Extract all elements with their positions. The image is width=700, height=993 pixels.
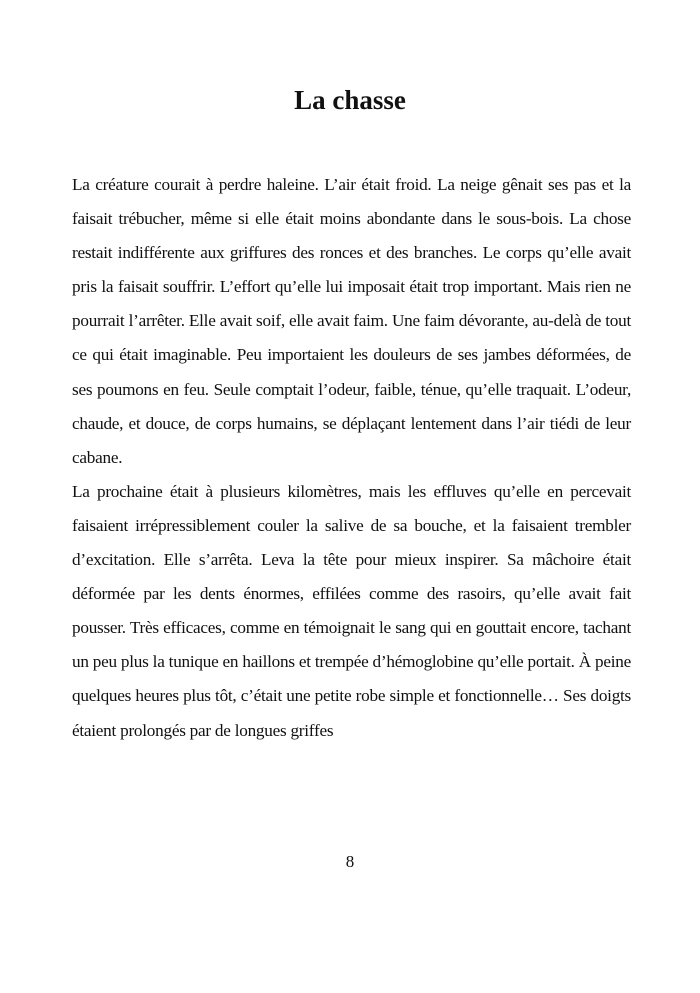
- page-number: 8: [345, 852, 355, 871]
- page-title: La chasse: [294, 85, 406, 115]
- paragraph-2: La prochaine était à plusieurs kilomètres, mais les effluves qu’elle en percevait faisaient irrépressiblement couler la salive de sa bouche, et la faisaient trembler d’excitation. Elle s’arrêta. Leva la tête pour mieux inspirer. Sa mâchoire était déformée par les dents énormes, effilées comme des rasoirs, qu’elle avait fait pousser. Très efficaces, comme en témoignait le sang qui en gouttait encore, tachant un peu plus la tunique en haillons et trempée d’hémoglobine qu’elle portait. À peine quelques heures plus tôt, c’était une petite robe simple et fonctionnelle… Ses doigts étaient prolongés par de longues griffes: [72, 481, 631, 740]
- paragraph-1: La créature courait à perdre haleine. L’air était froid. La neige gênait ses pas et la faisait trébucher, même si elle était moins abondante dans le sous-bois. La chose restait indifférente aux griffures des ronces et des branches. Le corps qu’elle avait pris la faisait souffrir. L’effort qu’elle lui imposait était trop important. Mais rien ne pourrait l’arrêter. Elle avait soif, elle avait faim. Une faim dévorante, au-delà de tout ce qui était imaginable. Peu importaient les douleurs de ses jambes déformées, de ses poumons en feu. Seule comptait l’odeur, faible, ténue, qu’elle traquait. L’odeur, chaude, et douce, de corps humains, se déplaçant lentement dans l’air tiédi de leur cabane.: [72, 175, 631, 467]
- body-text: [72, 168, 631, 748]
